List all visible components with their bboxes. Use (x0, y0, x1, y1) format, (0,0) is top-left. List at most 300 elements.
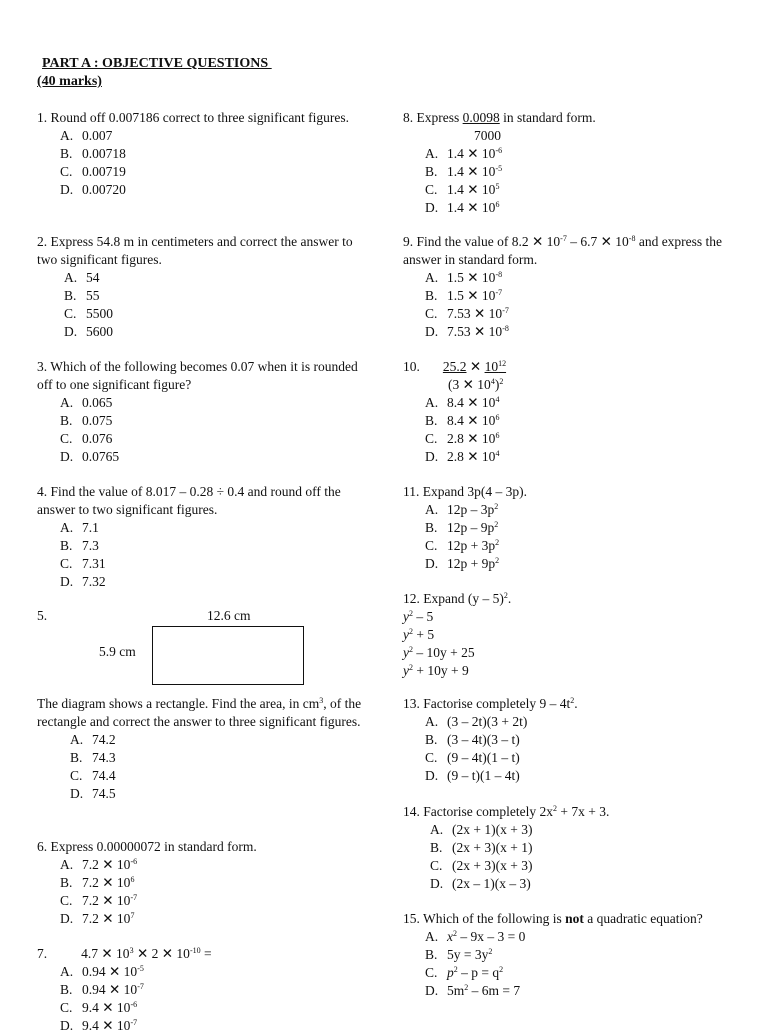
option-a[interactable] (64, 269, 357, 287)
question-stem (403, 695, 733, 713)
option-3[interactable] (403, 644, 733, 662)
question-15 (403, 910, 733, 1000)
option-letter: D. (60, 574, 74, 589)
option-exponent: -7 (137, 982, 144, 991)
option-exponent: 2 (464, 983, 469, 992)
option-text (82, 892, 137, 910)
question-12 (403, 590, 733, 680)
option-base: – p = q (457, 965, 500, 980)
option-a[interactable] (430, 821, 733, 839)
option-base: 1.4 ✕ 10 (447, 146, 496, 161)
option-c[interactable] (60, 555, 367, 573)
option-base: 1.4 ✕ 10 (447, 182, 496, 197)
option-list (37, 269, 357, 341)
stem-part: 9. Find the value of 8.2 ✕ 10 (403, 234, 561, 249)
option-list (37, 394, 367, 466)
option-d[interactable] (425, 323, 733, 341)
option-b[interactable] (60, 981, 367, 999)
option-d[interactable] (425, 767, 733, 785)
question-14 (403, 803, 733, 893)
option-base: 1.4 ✕ 10 (447, 164, 496, 179)
stem-part: . (507, 591, 512, 606)
option-base: + 5 (413, 627, 435, 642)
option-base: p (447, 965, 454, 980)
option-c[interactable] (425, 430, 733, 448)
option-letter: A. (60, 128, 74, 143)
option-d[interactable] (60, 1017, 367, 1035)
question-6 (37, 838, 367, 928)
option-text: 0.076 (82, 431, 113, 446)
option-letter: A. (430, 822, 444, 837)
option-letter: B. (60, 146, 73, 161)
option-letter: B. (425, 413, 438, 428)
option-letter: A. (70, 732, 84, 747)
option-b[interactable] (60, 874, 367, 892)
option-text: 55 (86, 288, 100, 303)
option-exponent: 2 (409, 609, 413, 618)
option-a[interactable] (425, 928, 733, 946)
question-stem (403, 803, 733, 821)
option-2[interactable] (403, 626, 733, 644)
option-exponent: 2 (494, 502, 499, 511)
option-d[interactable] (425, 199, 733, 217)
option-text (447, 946, 492, 964)
stem-emphasis: not (565, 911, 584, 926)
option-letter: A. (425, 395, 439, 410)
stem-part: ✕ 2 ✕ 10 (133, 946, 190, 961)
option-letter: D. (70, 786, 84, 801)
option-exponent: 2 (495, 556, 500, 565)
option-letter: B. (425, 288, 438, 303)
stem-part: ) (494, 377, 500, 392)
fraction-numerator: 0.0098 (462, 110, 500, 125)
option-letter: B. (425, 732, 438, 747)
option-letter: B. (64, 288, 77, 303)
option-letter: B. (430, 840, 443, 855)
question-stem: 1. Round off 0.007186 correct to three significant figures. (37, 110, 350, 125)
option-letter: C. (64, 306, 77, 321)
option-letter: D. (60, 182, 74, 197)
option-letter: D. (60, 1018, 74, 1033)
option-exponent: 2 (453, 929, 457, 938)
option-letter: C. (425, 182, 438, 197)
option-letter: B. (60, 875, 73, 890)
stem-part: – 6.7 ✕ 10 (566, 234, 629, 249)
option-base: – 9x – 3 = 0 (457, 929, 526, 944)
option-list (37, 731, 367, 803)
option-text (447, 501, 498, 519)
option-base: 7.2 ✕ 10 (82, 911, 131, 926)
option-text: 7.32 (82, 574, 106, 589)
stem-part: 12. Expand (y – 5) (403, 591, 504, 606)
option-c[interactable] (425, 181, 733, 199)
option-1[interactable] (403, 608, 733, 626)
option-exponent: -8 (502, 324, 509, 333)
option-letter: C. (60, 164, 73, 179)
stem-part: The diagram shows a rectangle. Find the area, in cm (37, 696, 320, 711)
option-base: 12p + 3p (447, 538, 496, 553)
option-d[interactable] (60, 181, 367, 199)
question-stem (37, 945, 367, 963)
option-text (447, 537, 499, 555)
option-text: 0.007 (82, 128, 113, 143)
option-list (37, 963, 367, 1035)
stem-part: 14. Factorise completely 2x (403, 804, 553, 819)
option-text (447, 181, 499, 199)
option-c[interactable] (425, 749, 733, 767)
option-text (447, 519, 498, 537)
option-letter: A. (425, 929, 439, 944)
option-base: x (447, 929, 453, 944)
option-4[interactable] (403, 662, 733, 680)
option-text: 0.00718 (82, 146, 126, 161)
option-text (447, 394, 499, 412)
option-letter: A. (60, 857, 74, 872)
option-exponent: -6 (130, 1000, 138, 1009)
option-letter: D. (430, 876, 444, 891)
stem-part: + 7x + 3. (556, 804, 610, 819)
option-base: 12p – 3p (447, 502, 495, 517)
option-b[interactable] (64, 287, 357, 305)
option-text (82, 963, 144, 981)
option-base: 5m (447, 983, 465, 998)
option-exponent: -7 (130, 893, 138, 902)
option-exponent: 2 (409, 663, 413, 672)
question-stem: 6. Express 0.00000072 in standard form. (37, 839, 257, 854)
option-letter: C. (425, 538, 438, 553)
option-letter: A. (425, 270, 439, 285)
section-heading: PART A : OBJECTIVE QUESTIONS (42, 56, 272, 71)
option-text: 0.065 (82, 395, 113, 410)
option-base: 12p + 9p (447, 556, 496, 571)
option-b[interactable] (60, 145, 367, 163)
option-base: 8.4 ✕ 10 (447, 395, 496, 410)
option-text (447, 145, 502, 163)
option-text (447, 430, 499, 448)
rectangle-diagram (152, 626, 304, 685)
stem-superscript: 3 (319, 696, 324, 705)
option-a[interactable] (60, 394, 367, 412)
option-b[interactable] (425, 412, 733, 430)
option-base: 1.5 ✕ 10 (447, 288, 496, 303)
option-exponent: -7 (495, 288, 503, 297)
option-text: (9 – 4t)(1 – t) (447, 750, 520, 765)
option-list (37, 856, 367, 928)
option-text (82, 874, 134, 892)
stem-superscript: 2 (552, 804, 557, 813)
marks-heading: (40 marks) (37, 74, 102, 89)
option-c[interactable] (60, 999, 367, 1017)
question-10 (403, 358, 733, 466)
option-list (403, 608, 733, 680)
option-a[interactable] (425, 145, 733, 163)
option-exponent: 2 (409, 627, 413, 636)
option-letter: C. (60, 893, 73, 908)
fraction-denominator: 7000 (474, 128, 501, 143)
option-text (82, 856, 137, 874)
option-base: 7.2 ✕ 10 (82, 875, 131, 890)
option-letter: B. (60, 413, 73, 428)
option-letter: D. (60, 911, 74, 926)
option-a[interactable] (425, 713, 733, 731)
option-list (403, 713, 733, 785)
question-stem (403, 109, 733, 127)
option-exponent: -8 (495, 270, 503, 279)
option-base: 2.8 ✕ 10 (447, 431, 496, 446)
option-text: (2x + 3)(x + 3) (452, 858, 533, 873)
option-letter: D. (425, 324, 439, 339)
option-c[interactable] (60, 430, 367, 448)
option-a[interactable] (60, 127, 367, 145)
option-base: 7.2 ✕ 10 (82, 857, 131, 872)
option-letter: A. (60, 520, 74, 535)
option-d[interactable] (425, 555, 733, 573)
question-stem: 11. Expand 3p(4 – 3p). (403, 484, 527, 499)
stem-part: 8. Express (403, 110, 463, 125)
option-base: 1.4 ✕ 10 (447, 200, 496, 215)
option-letter: D. (425, 449, 439, 464)
stem-superscript: 2 (503, 591, 508, 600)
option-base: 9.4 ✕ 10 (82, 1018, 131, 1033)
option-letter: D. (425, 200, 439, 215)
option-letter: B. (70, 750, 83, 765)
option-letter: B. (60, 982, 73, 997)
option-b[interactable] (430, 839, 733, 857)
question-5 (37, 695, 367, 803)
option-base: y (403, 609, 409, 624)
option-base: 7.53 ✕ 10 (447, 324, 503, 339)
option-exponent: 2 (453, 965, 458, 974)
option-d[interactable] (60, 573, 367, 591)
stem-superscript: 12 (498, 359, 507, 368)
option-text (447, 199, 499, 217)
option-a[interactable] (60, 963, 367, 981)
option-d[interactable] (425, 982, 733, 1000)
option-a[interactable] (60, 856, 367, 874)
option-letter: C. (60, 1000, 73, 1015)
option-a[interactable] (425, 501, 733, 519)
stem-part (485, 359, 507, 374)
option-b[interactable] (425, 163, 733, 181)
option-base: – 10y + 25 (413, 645, 475, 660)
option-exponent: -6 (130, 857, 138, 866)
option-text (447, 305, 509, 323)
option-text (82, 1017, 137, 1035)
option-b[interactable] (60, 412, 367, 430)
option-list (37, 519, 367, 591)
rectangle-width-label: 12.6 cm (207, 608, 251, 623)
option-letter: A. (425, 502, 439, 517)
option-a[interactable] (425, 394, 733, 412)
stem-part: (3 ✕ 10 (448, 377, 491, 392)
option-b[interactable] (60, 537, 367, 555)
option-letter: C. (425, 750, 438, 765)
option-text (82, 999, 137, 1017)
option-text (82, 910, 134, 928)
option-text: (3 – 4t)(3 – t) (447, 732, 520, 747)
option-base: 5y = 3y (447, 947, 489, 962)
option-base: 7.2 ✕ 10 (82, 893, 131, 908)
option-text (403, 662, 469, 680)
option-c[interactable] (425, 964, 733, 982)
option-letter: B. (425, 164, 438, 179)
option-d[interactable] (64, 323, 357, 341)
option-text (403, 608, 433, 626)
option-base: 7.53 ✕ 10 (447, 306, 503, 321)
option-base: – 6m = 7 (468, 983, 521, 998)
option-text: 54 (86, 270, 100, 285)
option-text: 0.00719 (82, 164, 126, 179)
option-base: 1.5 ✕ 10 (447, 270, 496, 285)
fraction-numerator (443, 359, 467, 374)
option-text (447, 448, 499, 466)
option-b[interactable] (425, 731, 733, 749)
stem-superscript: 2 (499, 377, 504, 386)
question-number: 10. (403, 359, 420, 374)
question-number: 5. (37, 608, 48, 623)
option-exponent: 2 (488, 947, 493, 956)
option-text: 7.31 (82, 556, 106, 571)
option-letter: A. (60, 395, 74, 410)
stem-part: ✕ (466, 359, 485, 374)
option-text (82, 981, 144, 999)
option-exponent: -6 (495, 146, 503, 155)
option-exponent: 2 (409, 645, 413, 654)
option-exponent: 5 (495, 182, 500, 191)
option-exponent: -5 (495, 164, 503, 173)
option-letter: A. (64, 270, 78, 285)
option-list (37, 127, 367, 199)
option-text (403, 626, 434, 644)
option-b[interactable] (425, 519, 733, 537)
option-exponent: -5 (137, 964, 144, 973)
option-text: 74.5 (92, 786, 116, 801)
question-stem (403, 590, 733, 608)
option-letter: C. (425, 965, 438, 980)
option-a[interactable] (70, 731, 367, 749)
option-text: (2x – 1)(x – 3) (452, 876, 531, 891)
option-letter: B. (425, 947, 438, 962)
stem-superscript: 2 (570, 696, 575, 705)
stem-superscript: -8 (628, 234, 636, 243)
option-d[interactable] (70, 785, 367, 803)
option-exponent: 6 (495, 431, 500, 440)
option-text: 74.2 (92, 732, 116, 747)
option-list (403, 928, 733, 1000)
option-base: 0.94 ✕ 10 (82, 964, 138, 979)
option-b[interactable] (70, 749, 367, 767)
fraction-denominator (403, 376, 733, 394)
question-stem: 3. Which of the following becomes 0.07 when it is rounded off to one significant figure? (37, 359, 358, 392)
option-text: (3 – 2t)(3 + 2t) (447, 714, 528, 729)
option-c[interactable] (425, 537, 733, 555)
option-text: (2x + 1)(x + 3) (452, 822, 533, 837)
question-stem: 2. Express 54.8 m in centimeters and correct the answer to two significant figures. (37, 234, 353, 267)
option-exponent: -7 (502, 306, 509, 315)
option-letter: C. (60, 556, 73, 571)
stem-part: and express the answer in standard form. (403, 234, 723, 267)
question-2 (37, 233, 357, 341)
option-exponent: 4 (495, 395, 500, 404)
question-stem (37, 695, 367, 731)
option-d[interactable] (430, 875, 733, 893)
option-exponent: 2 (494, 520, 499, 529)
option-letter: D. (425, 983, 439, 998)
option-letter: C. (425, 306, 438, 321)
option-letter: A. (60, 964, 74, 979)
option-c[interactable] (70, 767, 367, 785)
option-list (403, 145, 733, 217)
option-letter: A. (425, 714, 439, 729)
option-d[interactable] (60, 910, 367, 928)
option-text: 74.3 (92, 750, 116, 765)
option-list (403, 501, 733, 573)
question-number: 7. (37, 946, 48, 961)
question-11 (403, 483, 733, 573)
option-text (447, 323, 509, 341)
option-base: – 5 (413, 609, 434, 624)
question-stem (403, 910, 733, 928)
stem-part: 4.7 ✕ 10 (81, 946, 130, 961)
option-letter: B. (60, 538, 73, 553)
option-c[interactable] (60, 892, 367, 910)
option-text: 0.00720 (82, 182, 126, 197)
option-text: 5500 (86, 306, 113, 321)
option-c[interactable] (60, 163, 367, 181)
option-base: y (403, 627, 409, 642)
option-a[interactable] (425, 269, 733, 287)
option-base: 12p – 9p (447, 520, 495, 535)
question-3 (37, 358, 367, 466)
question-8 (403, 109, 733, 217)
question-13 (403, 695, 733, 785)
option-text (447, 964, 503, 982)
option-c[interactable] (425, 305, 733, 323)
option-d[interactable] (425, 448, 733, 466)
option-list (403, 821, 733, 893)
option-text (447, 269, 502, 287)
option-text: 0.0765 (82, 449, 120, 464)
option-a[interactable] (60, 519, 367, 537)
option-letter: D. (64, 324, 78, 339)
option-letter: C. (60, 431, 73, 446)
option-base: y (403, 663, 409, 678)
option-base: + 10y + 9 (413, 663, 469, 678)
option-exponent: 6 (495, 200, 500, 209)
option-base: y (403, 645, 409, 660)
option-letter: D. (60, 449, 74, 464)
stem-part: 15. Which of the following is (403, 911, 566, 926)
question-stem (403, 233, 733, 269)
stem-part: 13. Factorise completely 9 – 4t (403, 696, 571, 711)
option-letter: A. (425, 146, 439, 161)
option-d[interactable] (60, 448, 367, 466)
stem-part: in standard form. (499, 110, 596, 125)
option-b[interactable] (425, 946, 733, 964)
stem-part: . (574, 696, 578, 711)
option-exponent: -7 (130, 1018, 138, 1027)
stem-part: , of the rectangle and correct the answer to three significant figures. (37, 696, 362, 729)
option-base: 0.94 ✕ 10 (82, 982, 138, 997)
option-exponent: 7 (130, 911, 135, 920)
option-exponent: 2 (499, 965, 504, 974)
option-b[interactable] (425, 287, 733, 305)
option-c[interactable] (64, 305, 357, 323)
question-4 (37, 483, 367, 591)
option-c[interactable] (430, 857, 733, 875)
option-exponent: 4 (495, 449, 500, 458)
option-text (447, 555, 499, 573)
